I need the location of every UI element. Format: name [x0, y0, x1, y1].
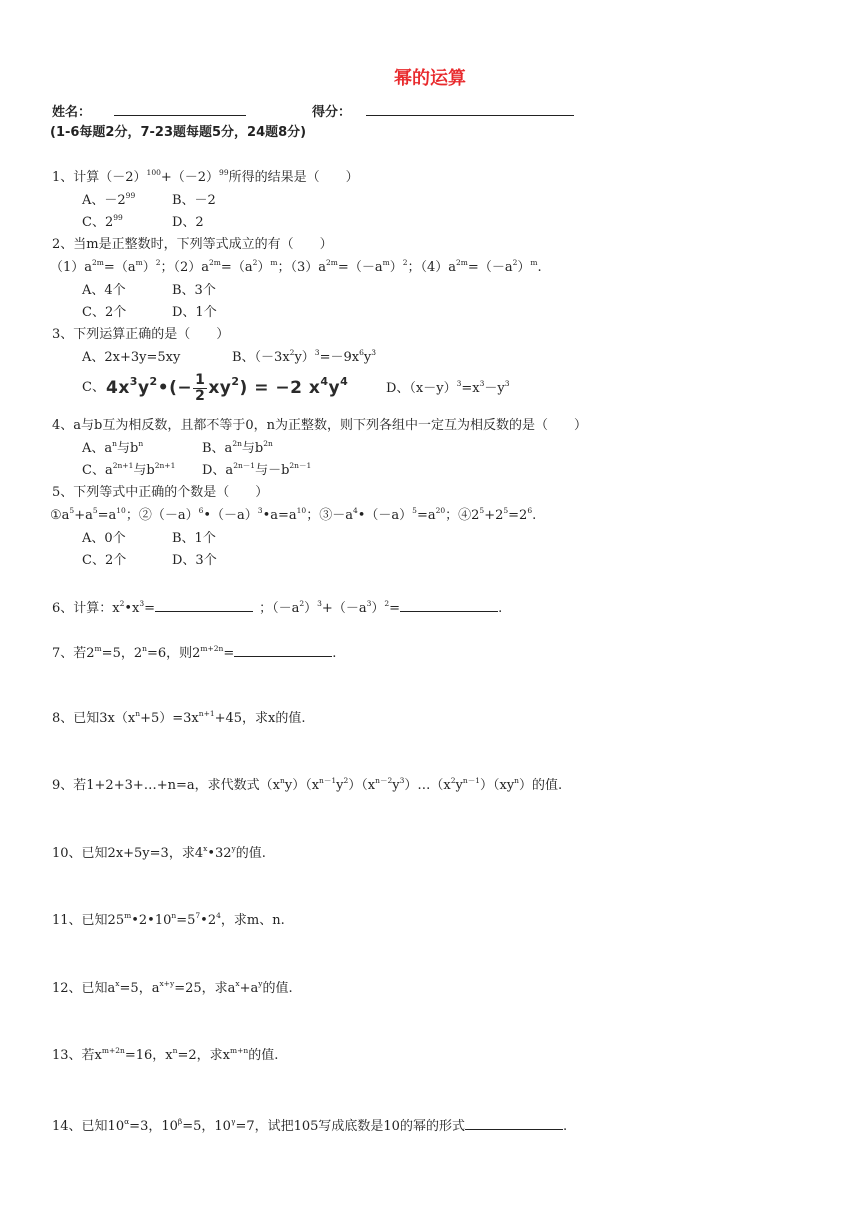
q2-statements: $(1)a^{2m}=(a^m)^2$；$(2)a^{2m}=(a^2)^m$；$(3)a^{2m}=(-a^m)^2$；$(4)a^{2m}=(-a^2)^m$. — [50, 258, 542, 275]
q4-option-a[interactable]: A、$a^n$与$b^n$ — [82, 439, 144, 456]
question-4: 4、a与b互为相反数，且都不等于0，n为正整数，则下列各组中一定互为相反数的是（ ） — [52, 418, 587, 433]
q5-statements: $①a^5+a^5=a^{10}$；$②(-a)^6•(-a)^3•a=a^{10}$；$③-a^4•(-a)^5=a^{20}$；$④2^5+2^5=2^6$. — [50, 506, 537, 523]
question-5: 5、下列等式中正确的个数是（ ） — [52, 485, 269, 500]
q1-option-b[interactable]: B、－2 — [172, 193, 216, 208]
q2-option-d[interactable]: D、1个 — [172, 305, 217, 320]
question-10: 10、已知2x+5y=3，求4$^x$•32$^y$的值. — [52, 844, 266, 861]
q4-option-d[interactable]: D、$a^{2n-1}$与$-b^{2n-1}$ — [202, 461, 312, 478]
question-7: 7、若$2^m=5$，$2^n=6$，则$2^{m+2n}=$ . — [52, 644, 337, 661]
question-14: 14、已知$10^\alpha=3$，$10^\beta=5$，$10^\gamma=7$，试把105写成底数是10的幂的形式 . — [52, 1117, 568, 1134]
page-title: 幂的运算 — [394, 68, 466, 89]
q3-option-d[interactable]: D、$(x-y)^3=x^3-y^3$ — [386, 379, 510, 396]
q4-option-c[interactable]: C、$a^{2n+1}$与$b^{2n+1}$ — [82, 461, 176, 478]
question-11: 11、已知$25^m•2•10^n=5^7•2^4$，求m、n. — [52, 911, 285, 928]
q5-option-d[interactable]: D、3个 — [172, 553, 217, 568]
q6-blank-1[interactable] — [155, 597, 253, 612]
q3-option-b[interactable]: B、$(-3x^2y)^3=-9x^6y^3$ — [232, 348, 376, 365]
name-row — [52, 101, 246, 122]
score-field[interactable] — [366, 101, 574, 116]
q2-option-b[interactable]: B、3个 — [172, 283, 216, 298]
name-field[interactable] — [114, 101, 246, 116]
score-row — [312, 101, 574, 122]
question-8: 8、已知$3x(x^n+5)=3x^{n+1}+45$，求x的值. — [52, 709, 306, 726]
q5-option-b[interactable]: B、1个 — [172, 531, 216, 546]
question-2: 2、当m是正整数时，下列等式成立的有（ ） — [52, 237, 333, 252]
q5-option-a[interactable]: A、0个 — [82, 531, 126, 546]
q5-option-c[interactable]: C、2个 — [82, 553, 127, 568]
score-label: 得分： — [312, 105, 352, 120]
q1-option-c[interactable]: C、$2^{99}$ — [82, 213, 123, 230]
question-9: 9、若1+2+3+…+n=a，求代数式$(x^ny)(x^{n-1}y^2)(x^{n-2}y^3)\dots(x^2y^{n-1})(xy^n)$的值. — [52, 776, 563, 793]
q3-option-a[interactable]: A、2x+3y=5xy — [82, 350, 181, 365]
q7-blank[interactable] — [234, 642, 332, 657]
q4-option-b[interactable]: B、$a^{2n}$与$b^{2n}$ — [202, 439, 273, 456]
q3-option-c-label: C、 — [82, 380, 105, 395]
name-label: 姓名： — [52, 105, 92, 120]
question-1: 1、计算$(-2)^{100}+(-2)^{99}$所得的结果是（ ） — [52, 168, 359, 185]
scoring-note: (1-6每题2分，7-23题每题5分，24题8分) — [50, 125, 307, 140]
fraction: $\frac{1}{2}$ — [195, 371, 206, 404]
question-6: 6、计算：$x^2•x^3=$ ；$(-a^2)^3+(-a^3)^2=$ . — [52, 599, 503, 616]
question-3: 3、下列运算正确的是（ ） — [52, 327, 230, 342]
q2-option-c[interactable]: C、2个 — [82, 305, 127, 320]
q1-option-a[interactable]: A、$-2^{99}$ — [82, 191, 136, 208]
q6-blank-2[interactable] — [400, 597, 498, 612]
q3-option-c[interactable]: $4x^3y^2•(-$ $\frac{1}{2}$ $xy^2) = -2$ $x^4y^4$ — [106, 371, 349, 404]
question-12: 12、已知$a^x=5$，$a^{x+y}=25$，求$a^x+a^y$的值. — [52, 979, 293, 996]
q1-option-d[interactable]: D、2 — [172, 215, 204, 230]
q2-option-a[interactable]: A、4个 — [82, 283, 126, 298]
q14-blank[interactable] — [465, 1115, 563, 1130]
question-13: 13、若$x^{m+2n}=16$，$x^n=2$，求$x^{m+n}$的值. — [52, 1046, 279, 1063]
